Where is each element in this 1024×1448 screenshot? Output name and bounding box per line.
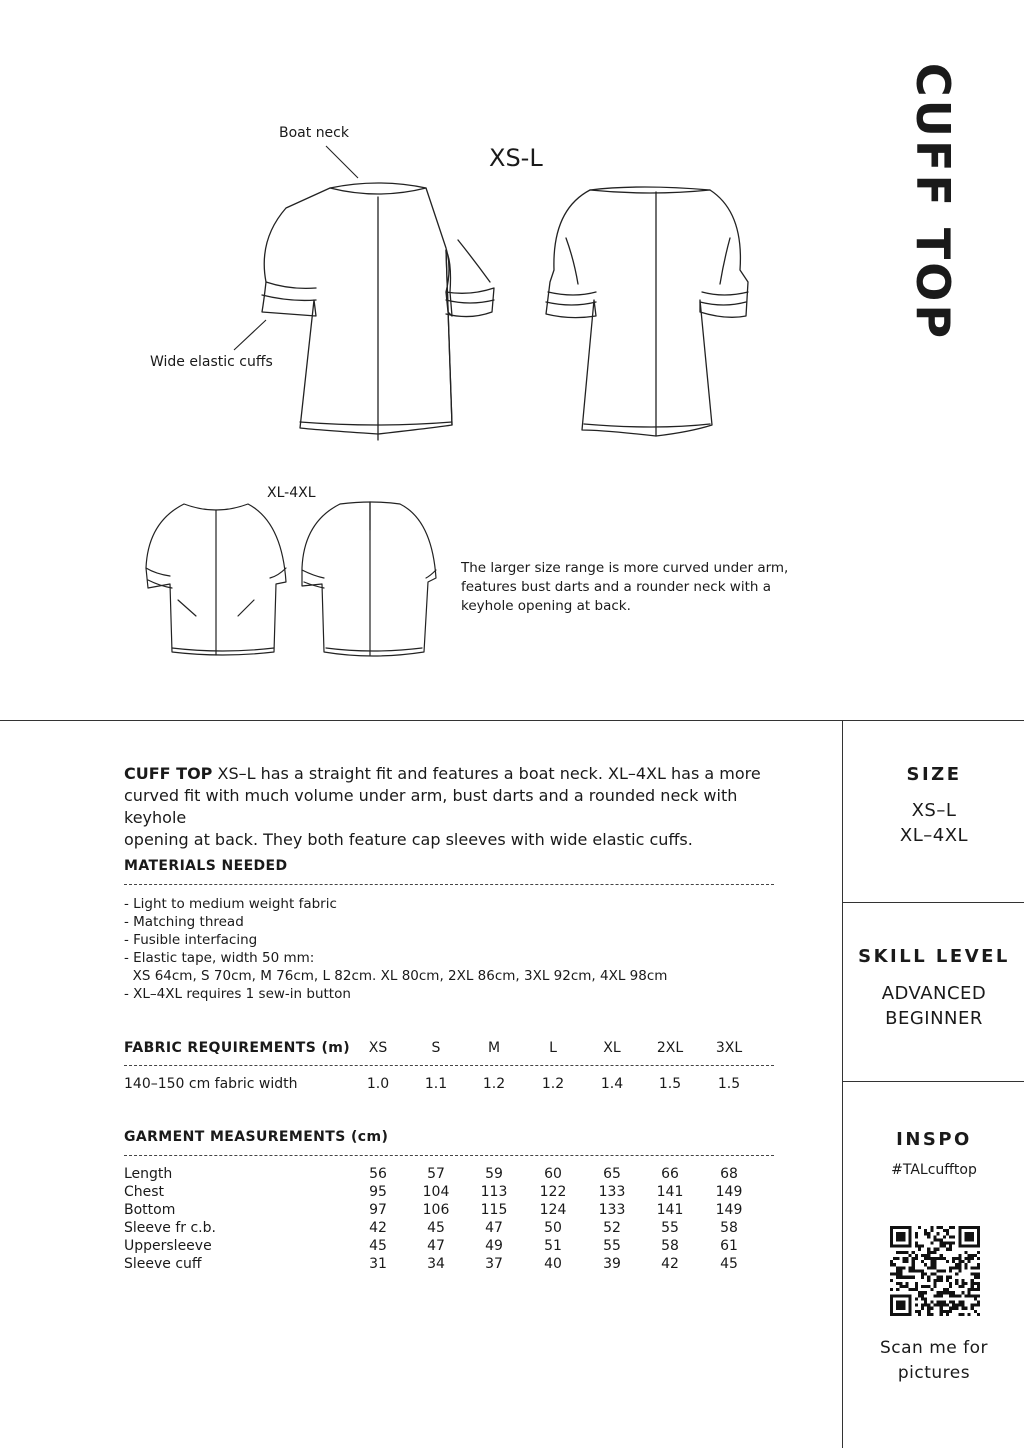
size-title: SIZE [906,764,962,785]
table-cell: 97 [369,1202,387,1218]
table-cell: 106 [422,1202,450,1218]
sidebar-divider [842,720,843,1448]
table-cell: 34 [427,1256,445,1272]
table-cell: 104 [422,1184,450,1200]
section-divider [0,720,1024,721]
table-cell: 149 [715,1202,743,1218]
dashed-rule [124,1155,774,1156]
row-label: Bottom [124,1202,176,1218]
table-row [124,1219,774,1237]
size-label-xl-4xl: XL-4XL [267,485,316,501]
table-cell: 61 [720,1238,738,1254]
callout-wide-elastic-cuffs: Wide elastic cuffs [150,354,273,370]
table-cell: 56 [369,1166,387,1182]
size-header: S [431,1040,441,1056]
table-cell: 1.2 [541,1076,565,1092]
size-note [461,559,788,616]
row-label: Uppersleeve [124,1238,212,1254]
table-cell: 57 [427,1166,445,1182]
table-cell: 50 [544,1220,562,1236]
intro-line: curved fit with much volume under arm, bust darts and a rounded neck with keyhole [124,786,738,827]
table-cell: 49 [485,1238,503,1254]
table-row [124,1201,774,1219]
table-cell: 58 [720,1220,738,1236]
table-cell: 133 [598,1202,626,1218]
table-row [124,1165,774,1183]
table-cell: 42 [369,1220,387,1236]
row-label: Length [124,1166,173,1182]
table-row [124,1075,774,1093]
row-label: Sleeve fr c.b. [124,1220,216,1236]
garment-title: GARMENT MEASUREMENTS (cm) [124,1129,389,1145]
sidebar-divider [842,902,1024,903]
size-header: M [487,1040,501,1056]
size-range: XS–L [911,800,957,821]
table-cell: 51 [544,1238,562,1254]
table-cell: 1.5 [658,1076,682,1092]
table-cell: 1.4 [600,1076,624,1092]
table-cell: 60 [544,1166,562,1182]
dashed-rule [124,1065,774,1066]
table-cell: 39 [603,1256,621,1272]
table-cell: 45 [369,1238,387,1254]
skill-level: BEGINNER [885,1008,983,1029]
intro-paragraph [124,763,784,851]
callout-boat-neck: Boat neck [279,125,349,141]
note-line: The larger size range is more curved under arm, [461,560,789,576]
table-cell: 141 [656,1184,684,1200]
note-line: features bust darts and a rounder neck with a [461,579,772,595]
list-item: XS 64cm, S 70cm, M 76cm, L 82cm. XL 80cm, 2XL 86cm, 3XL 92cm, 4XL 98cm [124,968,668,984]
dashed-rule [124,884,774,885]
table-cell: 31 [369,1256,387,1272]
size-header: L [549,1040,557,1056]
intro-line: opening at back. They both feature cap sleeves with wide elastic cuffs. [124,830,693,849]
table-cell: 37 [485,1256,503,1272]
size-range: XL–4XL [899,825,969,846]
sidebar-divider [842,1081,1024,1082]
fabric-header-row [124,1039,774,1057]
intro-lead: CUFF TOP [124,764,213,783]
table-cell: 42 [661,1256,679,1272]
table-cell: 133 [598,1184,626,1200]
inspo-title: INSPO [896,1129,972,1150]
list-item: - Light to medium weight fabric [124,896,337,912]
table-cell: 141 [656,1202,684,1218]
scan-caption [844,1336,1024,1386]
table-cell: 52 [603,1220,621,1236]
table-row [124,1237,774,1255]
table-row [124,1183,774,1201]
table-cell: 40 [544,1256,562,1272]
materials-list [124,895,667,1003]
pattern-title: CUFF TOP [906,62,960,342]
table-cell: 1.2 [482,1076,506,1092]
size-header: XS [368,1040,388,1056]
table-cell: 66 [661,1166,679,1182]
size-header: XL [603,1040,621,1056]
intro-line: XS–L has a straight fit and features a boat neck. XL–4XL has a more [212,764,761,783]
table-cell: 1.5 [717,1076,741,1092]
table-cell: 65 [603,1166,621,1182]
table-cell: 113 [480,1184,508,1200]
table-cell: 47 [427,1238,445,1254]
list-item: - Matching thread [124,914,244,930]
table-cell: 45 [427,1220,445,1236]
row-label: 140–150 cm fabric width [124,1076,298,1092]
table-cell: 55 [603,1238,621,1254]
table-cell: 68 [720,1166,738,1182]
size-label-xs-l: XS-L [489,144,543,172]
table-cell: 149 [715,1184,743,1200]
materials-title: MATERIALS NEEDED [124,858,288,874]
skill-title: SKILL LEVEL [858,946,1010,967]
table-cell: 115 [480,1202,508,1218]
table-cell: 58 [661,1238,679,1254]
size-header: 3XL [715,1040,743,1056]
table-cell: 1.1 [424,1076,448,1092]
table-cell: 1.0 [366,1076,390,1092]
qr-code-icon[interactable] [890,1226,980,1316]
fabric-title: FABRIC REQUIREMENTS (m) [124,1040,351,1056]
scan-line: pictures [897,1363,971,1383]
table-cell: 95 [369,1184,387,1200]
table-cell: 47 [485,1220,503,1236]
table-row [124,1255,774,1273]
skill-values [844,981,1024,1031]
list-item: - Fusible interfacing [124,932,258,948]
row-label: Sleeve cuff [124,1256,202,1272]
skill-level: ADVANCED [881,983,987,1004]
scan-line: Scan me for [879,1338,989,1358]
table-cell: 55 [661,1220,679,1236]
size-header: 2XL [656,1040,684,1056]
hashtag: #TALcufftop [891,1162,977,1178]
table-cell: 59 [485,1166,503,1182]
list-item: - XL–4XL requires 1 sew-in button [124,986,351,1002]
table-cell: 122 [539,1184,567,1200]
note-line: keyhole opening at back. [461,598,631,614]
list-item: - Elastic tape, width 50 mm: [124,950,315,966]
table-cell: 45 [720,1256,738,1272]
size-values [844,798,1024,848]
row-label: Chest [124,1184,165,1200]
table-cell: 124 [539,1202,567,1218]
